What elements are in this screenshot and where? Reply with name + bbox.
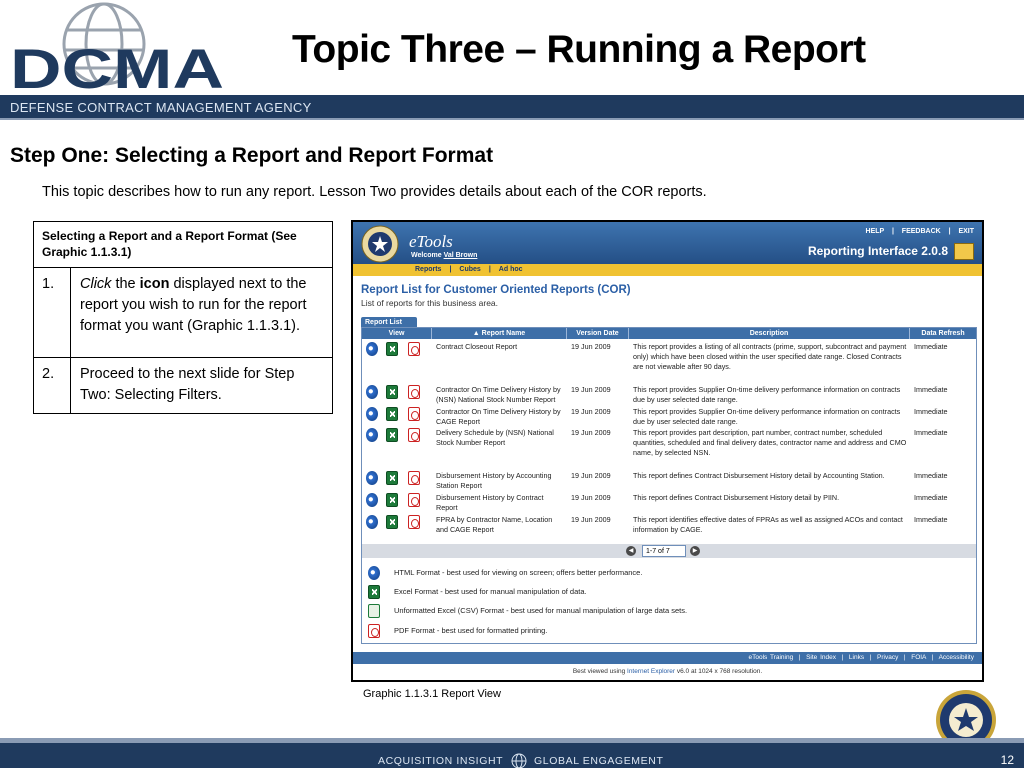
legend-row — [362, 624, 976, 638]
report-description: This report provides Supplier On-time delivery performance information on contracts due by user selected date range. — [633, 407, 901, 426]
report-description: This report defines Contract Disbursement History detail by PIIN. — [633, 493, 840, 502]
agency-band: DEFENSE CONTRACT MANAGEMENT AGENCY — [0, 95, 1024, 120]
nav-separator: | — [488, 266, 491, 273]
print-icon[interactable] — [954, 243, 974, 260]
pdf-icon — [368, 624, 380, 638]
report-list-tab[interactable]: Report List — [361, 317, 417, 328]
excel-format-icon[interactable] — [386, 342, 398, 356]
excel-format-icon[interactable] — [386, 385, 398, 399]
tagline-left: ACQUISITION INSIGHT — [378, 754, 503, 767]
step-number: 2. — [34, 358, 71, 414]
pager — [362, 544, 976, 558]
version-date: 19 Jun 2009 — [571, 407, 611, 416]
report-name[interactable]: FPRA by Contractor Name, Location and CAGE Report — [436, 515, 553, 534]
report-description: This report provides a listing of all contracts (prime, support, subcontract and payment only) which have been closed within the user specified date range. Closed Contracts are not viewable after 90 days. — [633, 342, 907, 371]
report-name[interactable]: Contractor On Time Delivery History by (NSN) National Stock Number Report — [436, 385, 561, 404]
steps-table — [33, 221, 333, 414]
best-viewed-note — [353, 666, 982, 678]
version-date: 19 Jun 2009 — [571, 493, 611, 502]
slide-title: Topic Three – Running a Report — [292, 28, 866, 71]
report-list-box — [361, 327, 977, 644]
interface-title: Reporting Interface 2.0.8 — [807, 244, 948, 258]
data-refresh: Immediate — [914, 493, 948, 502]
welcome-prefix: Welcome — [411, 252, 444, 259]
browser-link[interactable]: Internet Explorer — [627, 668, 676, 675]
report-name[interactable]: Contract Closeout Report — [436, 342, 518, 351]
dcma-logo — [8, 0, 230, 92]
steps-table-row — [34, 268, 333, 358]
excel-format-icon[interactable] — [386, 428, 398, 442]
welcome-user-link[interactable]: Val Brown — [443, 252, 478, 259]
col-description[interactable]: Description — [629, 328, 910, 339]
report-list-columns — [362, 328, 976, 339]
version-date: 19 Jun 2009 — [571, 471, 611, 480]
col-view[interactable]: View — [362, 328, 432, 339]
data-refresh: Immediate — [914, 385, 948, 394]
html-format-icon[interactable] — [366, 407, 378, 421]
data-refresh: Immediate — [914, 407, 948, 416]
steps-table-header: Selecting a Report and a Report Format (See Graphic 1.1.3.1) — [34, 222, 333, 268]
legend-row — [362, 604, 976, 618]
etools-header — [353, 222, 982, 264]
dod-seal-icon — [361, 225, 399, 263]
excel-format-icon[interactable] — [386, 515, 398, 529]
page-select[interactable]: 1-7 of 7 — [642, 545, 686, 557]
data-refresh: Immediate — [914, 515, 948, 524]
step-text-mid: the — [111, 276, 140, 292]
html-format-icon[interactable] — [366, 385, 378, 399]
intro-text: This topic describes how to run any report. Lesson Two provides details about each of the COR reports. — [42, 184, 707, 200]
step-text-rest: displayed next to the report you wish to run for the report format you want (Graphic 1.1.3.1). — [80, 276, 307, 334]
nav-reports[interactable]: Reports — [415, 266, 442, 273]
legend-text: PDF Format - best used for formatted printing. — [394, 626, 548, 635]
footer-band — [0, 738, 1024, 768]
version-date: 19 Jun 2009 — [571, 428, 611, 437]
html-format-icon[interactable] — [366, 493, 378, 507]
pdf-format-icon[interactable] — [408, 493, 420, 507]
report-list-subtitle: List of reports for this business area. — [361, 298, 499, 308]
excel-format-icon[interactable] — [386, 407, 398, 421]
html-format-icon[interactable] — [366, 428, 378, 442]
step-text-strong: icon — [139, 276, 170, 292]
version-date: 19 Jun 2009 — [571, 515, 611, 524]
nav-separator: | — [449, 266, 452, 273]
best-viewed-prefix: Best viewed using — [572, 668, 628, 675]
step-text — [71, 268, 333, 358]
legend-text: Excel Format - best used for manual manipulation of data. — [394, 587, 587, 596]
html-format-icon[interactable] — [366, 471, 378, 485]
html-format-icon[interactable] — [366, 342, 378, 356]
data-refresh: Immediate — [914, 471, 948, 480]
report-name[interactable]: Disbursement History by Accounting Station Report — [436, 471, 552, 490]
excel-format-icon[interactable] — [386, 493, 398, 507]
report-description: This report provides part description, part number, contract number, scheduled quantities, scheduled and final delivery dates, contractor name and address and CMO name, by selected NSN. — [633, 428, 907, 457]
tagline-right: GLOBAL ENGAGEMENT — [534, 754, 664, 767]
nav-cubes[interactable]: Cubes — [459, 266, 481, 273]
pdf-format-icon[interactable] — [408, 385, 420, 399]
footer-tagline — [378, 753, 663, 768]
report-screenshot — [351, 220, 984, 682]
etools-brand: eTools — [409, 232, 453, 251]
prev-page-icon[interactable]: ◀ — [626, 546, 636, 556]
best-viewed-suffix: v6.0 at 1024 x 768 resolution. — [675, 668, 763, 675]
svg-text:DCMA: DCMA — [10, 37, 224, 92]
step-heading: Step One: Selecting a Report and Report Format — [10, 144, 494, 167]
etools-footer-links[interactable]: eTools Training | Site Index | Links | Privacy | FOIA | Accessibility — [353, 652, 982, 664]
report-description: This report provides Supplier On-time delivery performance information on contracts due by user selected date range. — [633, 385, 901, 404]
welcome-text — [411, 252, 477, 259]
step-number: 1. — [34, 268, 71, 358]
legend-text: Unformatted Excel (CSV) Format - best used for manual manipulation of large data sets. — [394, 606, 688, 615]
pdf-format-icon[interactable] — [408, 342, 420, 356]
legend-row — [362, 566, 976, 580]
graphic-caption: Graphic 1.1.3.1 Report View — [363, 688, 501, 700]
report-description: This report defines Contract Disbursement History detail by Accounting Station. — [633, 471, 885, 480]
nav-adhoc[interactable]: Ad hoc — [498, 266, 523, 273]
data-refresh: Immediate — [914, 342, 948, 351]
next-page-icon[interactable]: ▶ — [690, 546, 700, 556]
version-date: 19 Jun 2009 — [571, 342, 611, 351]
steps-table-row — [34, 358, 333, 414]
excel-icon — [368, 585, 380, 599]
col-report-name[interactable]: ▲ Report Name — [432, 328, 567, 339]
pdf-format-icon[interactable] — [408, 471, 420, 485]
step-text-em: Click — [80, 276, 112, 292]
report-name[interactable]: Delivery Schedule by (NSN) National Stock Number Report — [436, 428, 554, 447]
html-icon — [368, 566, 380, 580]
csv-icon — [368, 604, 380, 618]
pdf-format-icon[interactable] — [408, 428, 420, 442]
data-refresh: Immediate — [914, 428, 948, 437]
step-text: Proceed to the next slide for Step Two: Selecting Filters. — [71, 358, 333, 414]
report-list-title: Report List for Customer Oriented Reports (COR) — [361, 284, 631, 296]
report-name[interactable]: Contractor On Time Delivery History by CAGE Report — [436, 407, 561, 426]
etools-nav — [353, 264, 982, 276]
legend-row — [362, 585, 976, 599]
report-description: This report identifies effective dates of FPRAs as well as assigned ACOs and contact information by CAGE. — [633, 515, 903, 534]
excel-format-icon[interactable] — [386, 471, 398, 485]
globe-icon — [511, 753, 527, 768]
page-number: 12 — [1000, 753, 1014, 767]
pdf-format-icon[interactable] — [408, 515, 420, 529]
pdf-format-icon[interactable] — [408, 407, 420, 421]
top-links[interactable]: HELP | FEEDBACK | EXIT — [865, 228, 974, 235]
legend-text: HTML Format - best used for viewing on screen; offers better performance. — [394, 568, 643, 577]
report-name[interactable]: Disbursement History by Contract Report — [436, 493, 544, 512]
version-date: 19 Jun 2009 — [571, 385, 611, 394]
col-data-refresh[interactable]: Data Refresh — [921, 330, 965, 337]
html-format-icon[interactable] — [366, 515, 378, 529]
col-version-date[interactable]: Version Date — [567, 328, 629, 339]
